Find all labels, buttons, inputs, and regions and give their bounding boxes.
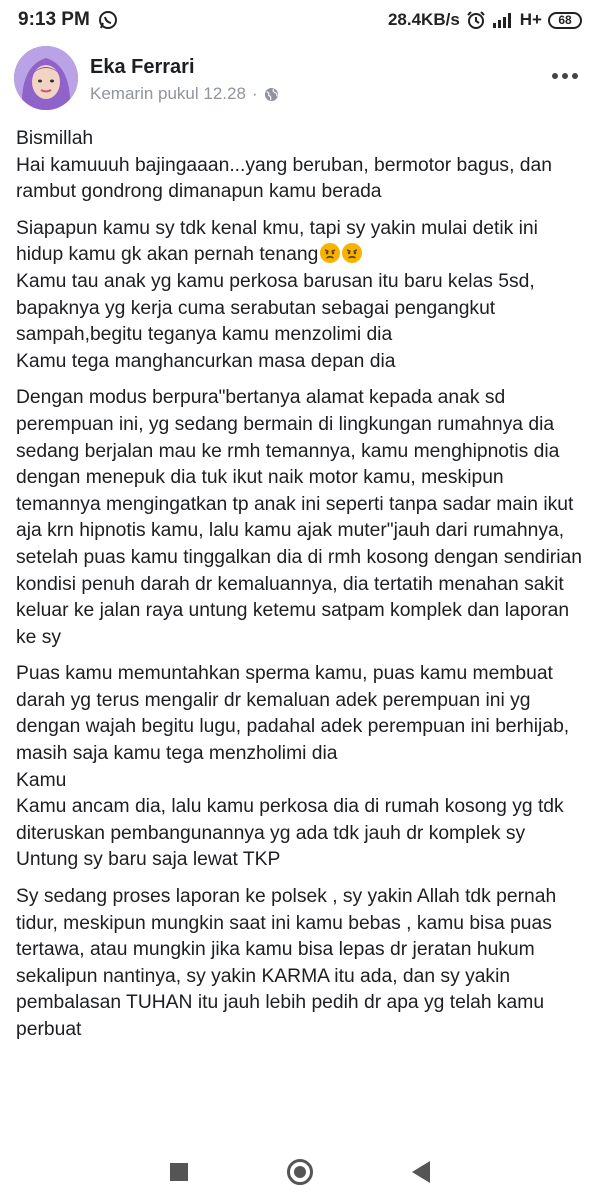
more-options-icon[interactable]	[552, 66, 578, 80]
post-paragraph-3: Kamu tau anak yg kamu perkosa barusan itu baru kelas 5sd, bapaknya yg kerja cuma serabutan sebagai pengangkut sampah,begitu teganya kamu menzolimi dia Kamu tega manghancurkan masa depan dia	[16, 270, 535, 372]
angry-face-icon	[320, 243, 340, 263]
post-meta	[90, 84, 279, 104]
status-bar	[0, 0, 600, 40]
meta-separator: ·	[251, 84, 258, 103]
alarm-icon	[466, 10, 486, 30]
globe-icon	[264, 87, 279, 102]
recents-button[interactable]	[170, 1163, 188, 1181]
post-paragraph-2	[16, 216, 588, 269]
home-dot	[294, 1166, 306, 1178]
system-nav-bar	[0, 1144, 600, 1200]
angry-face-icon	[342, 243, 362, 263]
post-paragraph-2-text: Siapapun kamu sy tdk kenal kmu, tapi sy yakin mulai detik ini hidup kamu gk akan pernah tenang	[16, 217, 544, 266]
status-right	[388, 10, 582, 30]
author-name[interactable]: Eka Ferrari	[90, 56, 195, 78]
signal-icon	[492, 12, 514, 28]
network-speed: 28.4KB/s	[387, 10, 460, 29]
status-left	[18, 9, 118, 31]
avatar[interactable]	[14, 46, 78, 110]
post-body	[16, 126, 588, 1150]
post-header	[0, 42, 600, 116]
post-paragraph-1: Bismillah Hai kamuuuh bajingaaan...yang beruban, bermotor bagus, dan rambut gondrong dimanapun kamu berada	[16, 128, 552, 203]
post-timestamp[interactable]: Kemarin pukul 12.28	[90, 84, 246, 103]
battery-indicator: 68	[548, 12, 582, 29]
avatar-image	[14, 46, 78, 110]
post-paragraph-5: Puas kamu memuntahkan sperma kamu, puas kamu membuat darah yg terus mengalir dr kemaluan adek perempuan ini yg dengan wajah begitu lugu, padahal adek perempuan ini berhijab, masih saja kamu tega menzholimi dia Kamu Kamu ancam dia, lalu kamu perkosa dia di rumah kosong yg tdk diteruskan pembangunannya yg ada tdk jauh dr komplek sy Untung sy baru saja lewat TKP	[16, 663, 570, 871]
home-button[interactable]	[287, 1159, 313, 1185]
whatsapp-icon	[98, 10, 118, 30]
post-paragraph-6: Sy sedang proses laporan ke polsek , sy yakin Allah tdk pernah tidur, meskipun mungkin saat ini kamu bebas , kamu bisa puas tertawa, atau mungkin jika kamu bisa lepas dr jeratan hukum sekalipun nantinya, sy yakin KARMA itu ada, dan sy yakin pembalasan TUHAN itu jauh lebih pedih dr apa yg telah kamu perbuat	[16, 886, 562, 1040]
post-paragraph-4: Dengan modus berpura"bertanya alamat kepada anak sd perempuan ini, yg sedang bermain di lingkungan rumahnya dia sedang berjalan mau ke rmh temannya, kamu menghipnotis dia dengan menepuk dia tuk ikut naik motor kamu, meskipun temannya mengingatkan tp anak ini seperti tanpa sadar main ikut aja krn hipnotis kamu, lalu kamu ajak muter"jauh dari rumahnya, setelah puas kamu tinggalkan dia di rmh kosong dengan sendirian kondisi penuh darah dr kemaluannya, dia tertatih menahan sakit keluar ke jalan raya untung ketemu satpam komplek dan laporan ke sy	[16, 387, 588, 648]
clock: 9:13 PM	[18, 9, 90, 30]
back-button[interactable]	[412, 1161, 430, 1183]
network-type: H+	[519, 10, 542, 29]
